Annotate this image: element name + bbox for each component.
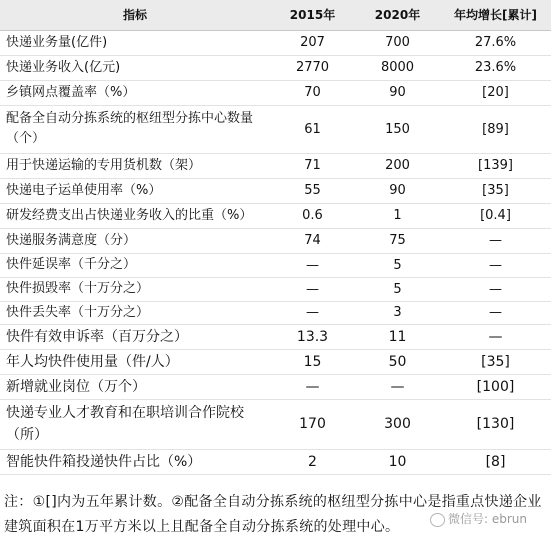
indicator-name: 快件有效申诉率（百万分之） bbox=[0, 324, 270, 349]
indicator-name: 快递服务满意度（分） bbox=[0, 228, 270, 253]
value-growth: [35] bbox=[440, 178, 551, 203]
table-body bbox=[0, 30, 551, 474]
header-indicator: 指标 bbox=[0, 0, 270, 30]
header-growth: 年均增长[累计] bbox=[440, 0, 551, 30]
table-row bbox=[0, 374, 551, 399]
value-growth: [0.4] bbox=[440, 203, 551, 228]
value-growth: [130] bbox=[440, 399, 551, 449]
value-2020: 1 bbox=[355, 203, 440, 228]
value-2020: 75 bbox=[355, 228, 440, 253]
value-2015: 70 bbox=[270, 80, 355, 105]
value-growth: — bbox=[440, 228, 551, 253]
value-2020: 5 bbox=[355, 277, 440, 301]
header-2015: 2015年 bbox=[270, 0, 355, 30]
value-growth: [139] bbox=[440, 153, 551, 178]
value-growth: — bbox=[440, 253, 551, 277]
watermark bbox=[430, 510, 527, 527]
header-2020: 2020年 bbox=[355, 0, 440, 30]
value-growth: — bbox=[440, 301, 551, 324]
table-footnote: 注：①[]内为五年累计数。②配备全自动分拣系统的枢纽型分拣中心是指重点快递企业建筑面积在1万平方米以上且配备全自动分拣系统的处理中心。 bbox=[4, 494, 542, 535]
value-2020: 50 bbox=[355, 349, 440, 374]
table-header bbox=[0, 0, 551, 30]
value-2015: — bbox=[270, 277, 355, 301]
table-row bbox=[0, 399, 551, 449]
indicator-name: 研发经费支出占快递业务收入的比重（%） bbox=[0, 203, 270, 228]
table-row bbox=[0, 449, 551, 474]
value-2015: 61 bbox=[270, 105, 355, 153]
value-2015: — bbox=[270, 374, 355, 399]
value-2020: 150 bbox=[355, 105, 440, 153]
value-2015: — bbox=[270, 253, 355, 277]
table-row bbox=[0, 178, 551, 203]
value-growth: [8] bbox=[440, 449, 551, 474]
value-growth: [35] bbox=[440, 349, 551, 374]
value-2020: 700 bbox=[355, 30, 440, 55]
value-growth: 27.6% bbox=[440, 30, 551, 55]
value-growth: [100] bbox=[440, 374, 551, 399]
value-2020: 300 bbox=[355, 399, 440, 449]
table-row bbox=[0, 80, 551, 105]
indicator-name: 快递业务量(亿件) bbox=[0, 30, 270, 55]
table-row bbox=[0, 277, 551, 301]
value-growth: — bbox=[440, 324, 551, 349]
value-2015: 170 bbox=[270, 399, 355, 449]
table-row bbox=[0, 55, 551, 80]
indicator-name: 快件延误率（千分之） bbox=[0, 253, 270, 277]
table-row bbox=[0, 228, 551, 253]
table-row bbox=[0, 253, 551, 277]
indicator-name: 快件丢失率（十万分之） bbox=[0, 301, 270, 324]
table-row bbox=[0, 349, 551, 374]
value-2015: — bbox=[270, 301, 355, 324]
indicator-name: 乡镇网点覆盖率（%） bbox=[0, 80, 270, 105]
indicator-name: 快递电子运单使用率（%） bbox=[0, 178, 270, 203]
indicator-name: 快件损毁率（十万分之） bbox=[0, 277, 270, 301]
table-row bbox=[0, 203, 551, 228]
indicator-name: 配备全自动分拣系统的枢纽型分拣中心数量（个） bbox=[0, 105, 270, 153]
indicator-name: 快递业务收入(亿元) bbox=[0, 55, 270, 80]
table-row bbox=[0, 324, 551, 349]
value-2020: 200 bbox=[355, 153, 440, 178]
value-2015: 13.3 bbox=[270, 324, 355, 349]
value-2020: — bbox=[355, 374, 440, 399]
value-2015: 2 bbox=[270, 449, 355, 474]
value-2015: 2770 bbox=[270, 55, 355, 80]
value-2020: 5 bbox=[355, 253, 440, 277]
value-2020: 90 bbox=[355, 80, 440, 105]
value-2015: 74 bbox=[270, 228, 355, 253]
indicator-name: 新增就业岗位（万个） bbox=[0, 374, 270, 399]
value-growth: — bbox=[440, 277, 551, 301]
value-2015: 0.6 bbox=[270, 203, 355, 228]
value-2015: 55 bbox=[270, 178, 355, 203]
value-growth: [20] bbox=[440, 80, 551, 105]
value-2020: 3 bbox=[355, 301, 440, 324]
indicator-name: 智能快件箱投递快件占比（%） bbox=[0, 449, 270, 474]
table-row bbox=[0, 105, 551, 153]
indicator-name: 年人均快件使用量（件/人） bbox=[0, 349, 270, 374]
watermark-text: 微信号: ebrun bbox=[448, 512, 528, 526]
indicator-name: 用于快递运输的专用货机数（架） bbox=[0, 153, 270, 178]
value-growth: [89] bbox=[440, 105, 551, 153]
table-row bbox=[0, 153, 551, 178]
value-2020: 11 bbox=[355, 324, 440, 349]
value-2015: 71 bbox=[270, 153, 355, 178]
table-row bbox=[0, 301, 551, 324]
header-row bbox=[0, 0, 551, 30]
value-2015: 15 bbox=[270, 349, 355, 374]
indicator-name: 快递专业人才教育和在职培训合作院校（所） bbox=[0, 399, 270, 449]
value-2020: 10 bbox=[355, 449, 440, 474]
value-2015: 207 bbox=[270, 30, 355, 55]
table-row bbox=[0, 30, 551, 55]
wechat-icon bbox=[430, 513, 445, 527]
value-2020: 90 bbox=[355, 178, 440, 203]
value-growth: 23.6% bbox=[440, 55, 551, 80]
value-2020: 8000 bbox=[355, 55, 440, 80]
